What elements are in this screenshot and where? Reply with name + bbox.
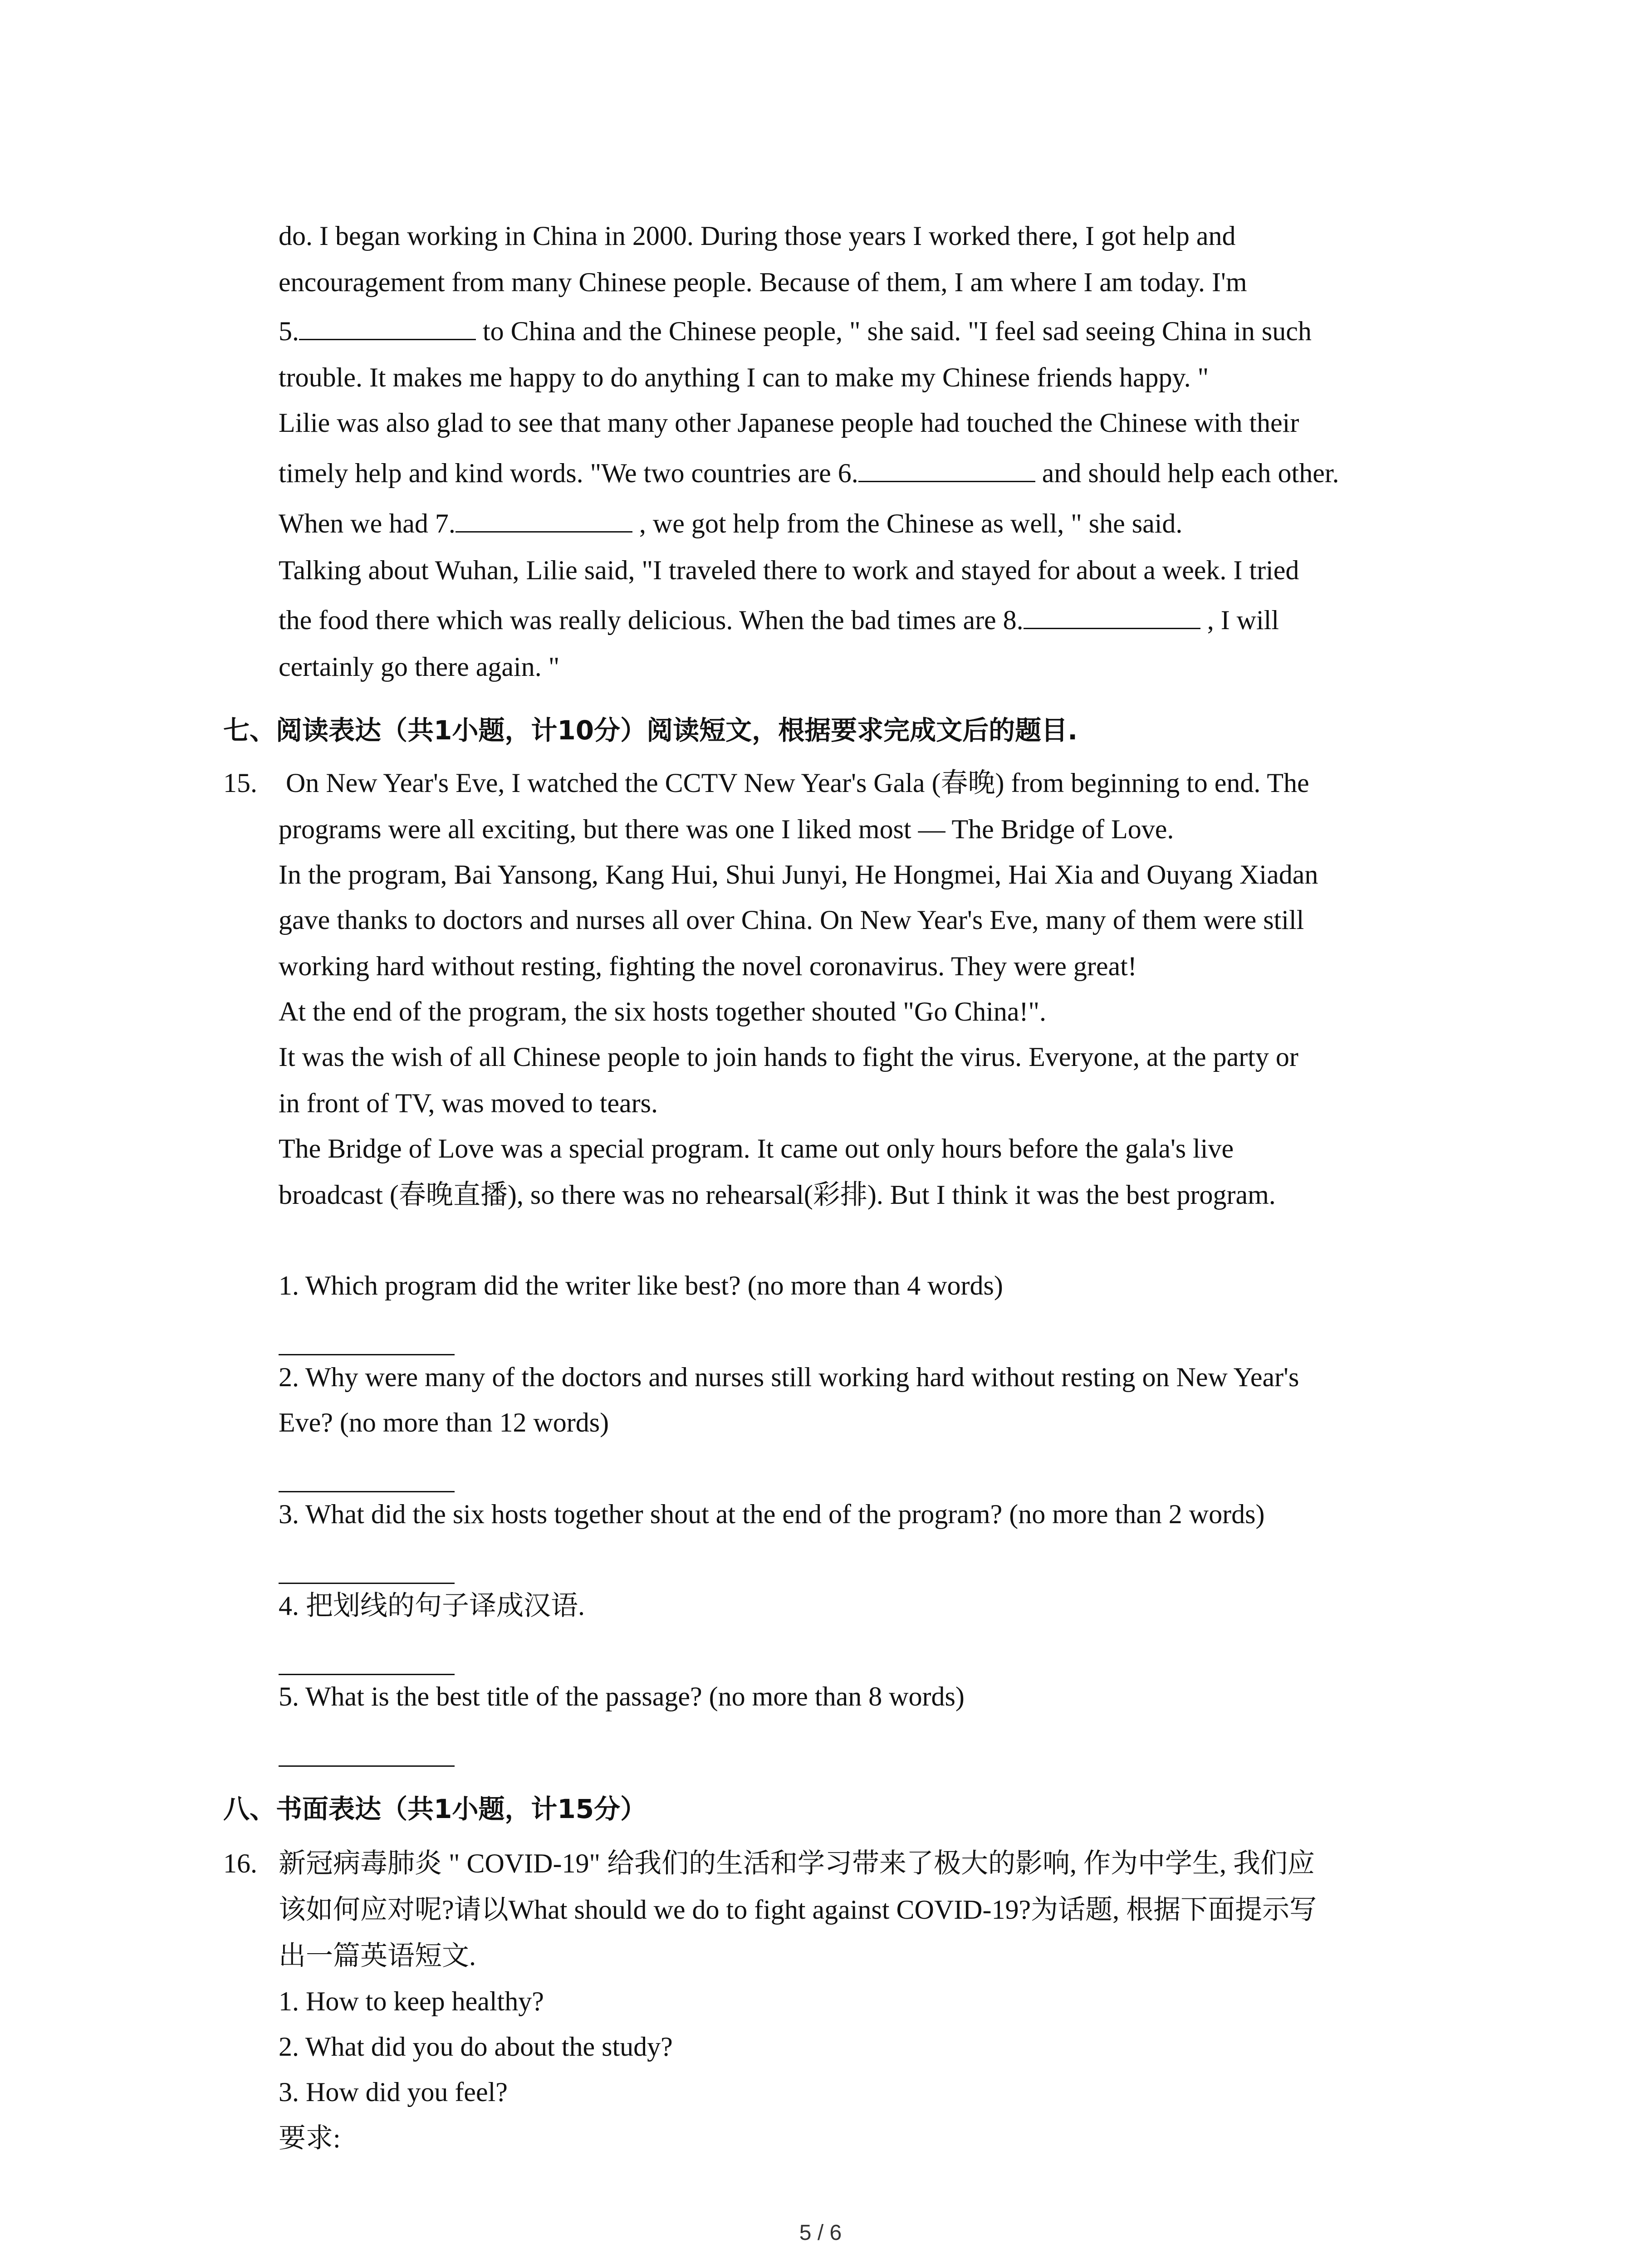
prompt-line: 该如何应对呢?请以What should we do to fight against COVID-19?为话题, 根据下面提示写	[279, 1895, 1317, 1925]
passage-line: broadcast (春晚直播), so there was no rehearsal(彩排). But I think it was the best program.	[279, 1180, 1276, 1210]
passage-line: in front of TV, was moved to tears.	[279, 1088, 658, 1118]
question-text: 3. What did the six hosts together shout at the end of the program? (no more than 2 words)	[279, 1499, 1265, 1529]
answer-line[interactable]	[279, 1765, 455, 1767]
blank-number: 5.	[279, 316, 299, 346]
section-heading: 八、书面表达（共1小题，计15分）	[223, 1794, 647, 1824]
passage-line: gave thanks to doctors and nurses all over China. On New Year's Eve, many of them were still	[279, 905, 1304, 935]
prompt-line: 新冠病毒肺炎 " COVID-19" 给我们的生活和学习带来了极大的影响, 作为中学生, 我们应	[279, 1848, 1315, 1878]
passage-line	[279, 308, 1449, 354]
passage-line: The Bridge of Love was a special program. It came out only hours before the gala's live	[279, 1134, 1234, 1163]
prompt-item: 2. What did you do about the study?	[279, 2032, 673, 2062]
passage-line: Lilie was also glad to see that many other Japanese people had touched the Chinese with their	[279, 408, 1299, 438]
passage-line: do. I began working in China in 2000. During those years I worked there, I got help and	[279, 221, 1236, 251]
question-number: 15.	[223, 768, 257, 798]
question-text: 2. Why were many of the doctors and nurses still working hard without resting on New Year's	[279, 1362, 1299, 1392]
passage-line: programs were all exciting, but there was one I liked most — The Bridge of Love.	[279, 814, 1174, 844]
passage-line: Talking about Wuhan, Lilie said, "I traveled there to work and stayed for about a week. I tried	[279, 555, 1299, 585]
passage-line	[279, 450, 1449, 496]
passage-line: trouble. It makes me happy to do anything I can to make my Chinese friends happy. "	[279, 362, 1209, 392]
answer-blank[interactable]	[1024, 600, 1200, 629]
passage-line: At the end of the program, the six hosts together shouted "Go China!".	[279, 997, 1047, 1026]
answer-blank[interactable]	[858, 453, 1035, 482]
passage-text: and should help each other.	[1035, 458, 1339, 488]
question-text: 4. 把划线的句子译成汉语.	[279, 1591, 585, 1621]
passage-text: When we had 7.	[279, 508, 456, 538]
passage-text: the food there which was really delicious. When the bad times are 8.	[279, 605, 1024, 635]
passage-line: certainly go there again. "	[279, 652, 560, 682]
question-text: 1. Which program did the writer like best? (no more than 4 words)	[279, 1271, 1003, 1300]
passage-text: , we got help from the Chinese as well, " she said.	[632, 508, 1183, 538]
page-number: 5 / 6	[799, 2221, 842, 2245]
prompt-item: 1. How to keep healthy?	[279, 1986, 544, 2016]
passage-line: working hard without resting, fighting the novel coronavirus. They were great!	[279, 951, 1137, 981]
answer-blank[interactable]	[299, 311, 476, 340]
passage-line	[279, 597, 1449, 643]
passage-line: On New Year's Eve, I watched the CCTV New Year's Gala (春晚) from beginning to end. The	[286, 768, 1309, 798]
passage-text: , I will	[1200, 605, 1279, 635]
question-text: 5. What is the best title of the passage? (no more than 8 words)	[279, 1681, 965, 1711]
passage-line: encouragement from many Chinese people. Because of them, I am where I am today. I'm	[279, 267, 1247, 297]
requirement-label: 要求:	[279, 2123, 341, 2153]
question-text: Eve? (no more than 12 words)	[279, 1408, 609, 1437]
section-heading: 七、阅读表达（共1小题，计10分）阅读短文，根据要求完成文后的题目.	[223, 715, 1078, 746]
answer-blank[interactable]	[456, 503, 632, 533]
passage-text: timely help and kind words. "We two countries are 6.	[279, 458, 858, 488]
passage-line: In the program, Bai Yansong, Kang Hui, Shui Junyi, He Hongmei, Hai Xia and Ouyang Xiadan	[279, 860, 1318, 890]
passage-text: to China and the Chinese people, " she said. "I feel sad seeing China in such	[476, 316, 1312, 346]
passage-line: It was the wish of all Chinese people to join hands to fight the virus. Everyone, at the party or	[279, 1042, 1298, 1072]
question-number: 16.	[223, 1848, 257, 1878]
prompt-item: 3. How did you feel?	[279, 2077, 508, 2107]
passage-line	[279, 501, 1449, 547]
prompt-line: 出一篇英语短文.	[279, 1941, 476, 1971]
